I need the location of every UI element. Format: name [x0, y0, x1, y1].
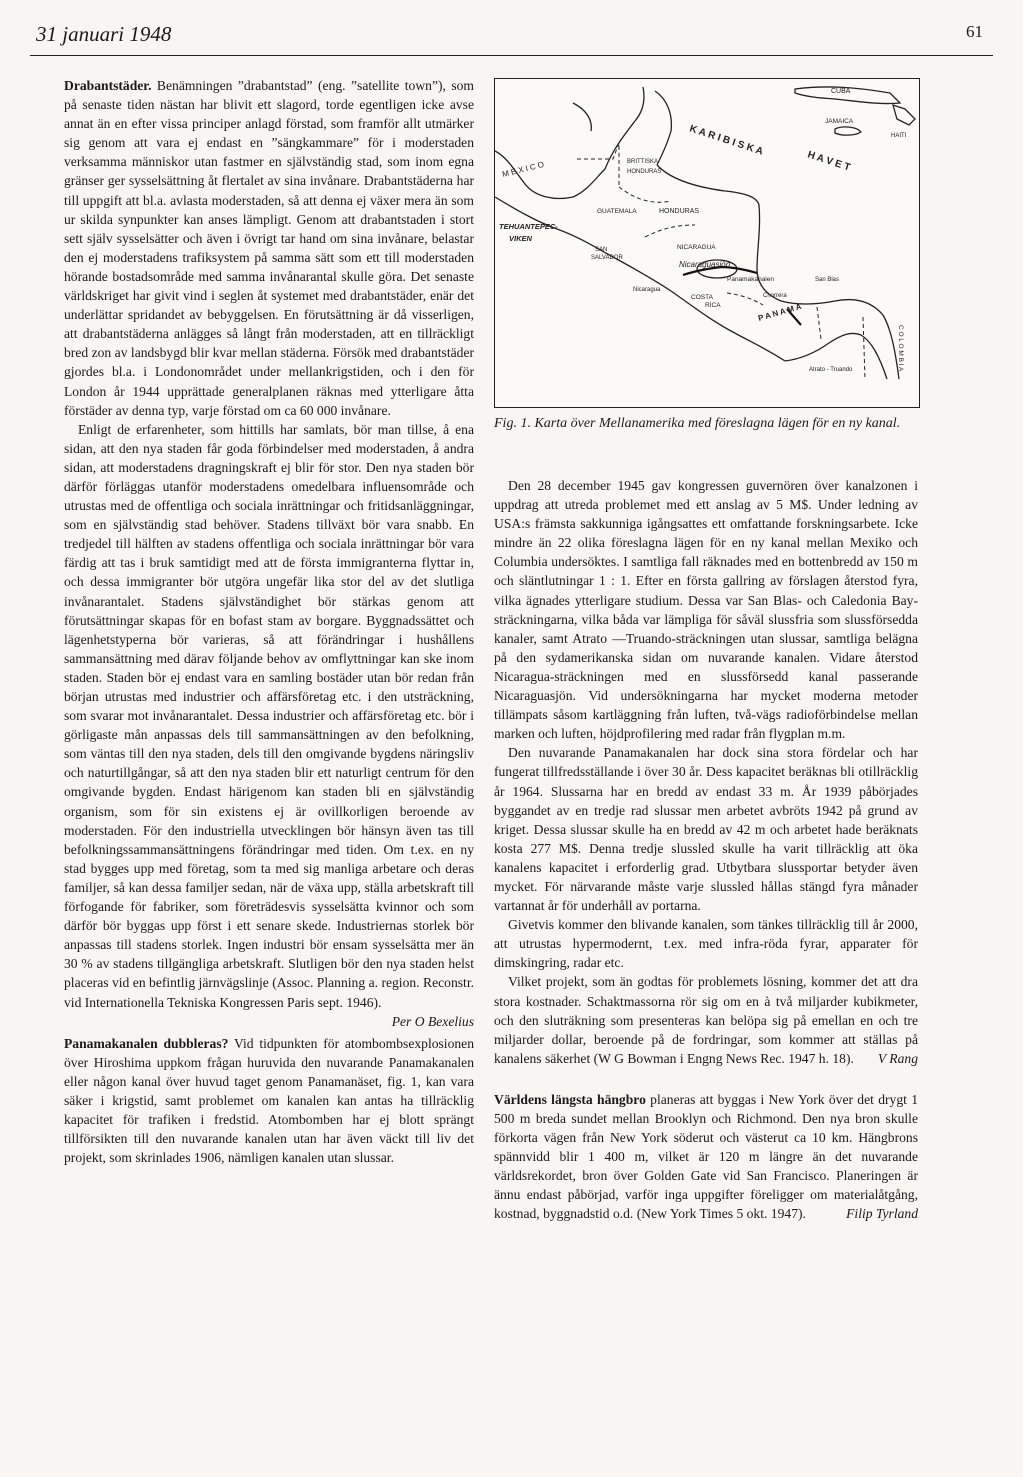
- label-nicaragua: NICARAGUA: [677, 244, 716, 251]
- signature-bexelius: Per O Bexelius: [391, 1013, 474, 1029]
- label-colombia: C O L O M B I A: [897, 325, 904, 372]
- haiti-outline: [893, 105, 915, 125]
- paragraph-text: Den 28 december 1945 gav kongressen guvernören över kanalzonen i uppdrag att utreda problemet med ett anslag av 5 M$. Under ledning av USA:s främsta sakkunniga igångsattes ett omfattande forskningsarbete. Icke mindre än 22 olika föreslagna lägen för en ny kanal mellan Mexiko och Columbia undersöktes. I samtliga fall räknades med en bottenbredd av 150 m och släntlutningar 1 : 1. Efter en första gallring av förslagen återstod fyra, vilka ägnades ytterligare studium. Dessa var San Blas- och Caledonia Bay-sträckningarna, vilka båda var lämpliga för såväl slussfria som slussförsedda kanaler, samt Atrato —Truando-sträckningen utan slussar, samtliga belägna på den sydamerikanska sidan om nuvarande kanalen. Vidare återstod Nicaragua-sträckningen med en slussförsedd kanal passerande Nicaraguasjön. Vid undersökningarna har mycket moderna metoder tillämpats såsom kartläggning från luften, två-vägs radioförbindelse mellan marken och luften, höjdprofilering med radar från flygplan m.m.: [494, 478, 918, 742]
- label-panama: P A N A M A: [757, 301, 803, 323]
- article-panama-p2: [494, 476, 918, 743]
- label-salvador: SALVADOR: [591, 255, 623, 261]
- paragraph-text: Vid tidpunkten för atombombsexplosionen över Hiroshima uppkom frågan huruvida den nuvarande Panamakanalen eller någon kanal över huvud taget genom Panamanäset, fig. 1, kan vara säker i krigstid, samt problemet om kanalen kan antas ha tillräcklig kapacitet för trafiken i fredstid. Atombomben har ej blott sprängt tillförsikten till den nuvarande kanalen utan har även väckt till liv det projekt, som skrinlades 1906, nämligen kanalen utan slussar.: [64, 1035, 475, 1166]
- mexico-gulf-coast: [495, 87, 644, 198]
- article-panama-heading: Panamakanalen dubbleras?: [64, 1035, 229, 1051]
- atrato-route: [863, 317, 865, 379]
- label-honduras-british: HONDURAS: [627, 169, 662, 175]
- article-panama-p4: [494, 915, 918, 972]
- sanblas-route: [817, 307, 821, 339]
- article-panama-p3: [494, 743, 918, 915]
- article-drabantstader-heading: Drabantstäder.: [64, 78, 152, 93]
- article-hangbro-p1: [494, 1090, 918, 1224]
- label-tehuantepec: TEHUANTEPEC-: [499, 222, 558, 231]
- right-column: [494, 476, 918, 1224]
- label-nicaragua-route: Nicaragua: [633, 287, 661, 293]
- label-san: SAN: [595, 247, 608, 253]
- paragraph-text: Givetvis kommer den blivande kanalen, som tänkes tillräcklig till år 2000, att utrustas hypermodernt, t.ex. med infra-röda fyrar, apparater för dimskingring, radar etc.: [494, 917, 918, 971]
- article-panama-p5: [494, 972, 918, 1067]
- page-number: 61: [966, 22, 983, 41]
- guatemala-honduras-border: [619, 187, 671, 202]
- jamaica-outline: [835, 127, 861, 135]
- paragraph-text: planeras att byggas i New York över det drygt 1 500 m breda sundet mellan Brooklyn och Richmond. Den nya bron skulle förkorta vägen från New York söderut och västerut ca 10 km. Hängbrons spännvidd blir 1 400 m, vilket är 120 m längre än det nuvarande världsrekordet, bron över Golden Gate vid San Francisco. Planeringen är ännu endast påbörjad, varför inga uppgifter föreligger om materialåtgång, kostnad, byggnadstid o.d. (New York Times 5 okt. 1947).: [494, 1091, 918, 1222]
- central-america-map: [495, 79, 919, 407]
- figure-caption: Fig. 1. Karta över Mellanamerika med föreslagna lägen för en ny kanal.: [494, 416, 901, 431]
- mexico-guatemala-border: [577, 143, 619, 187]
- label-chorrera: Chorrera: [763, 293, 787, 299]
- nicaragua-costarica-border: [727, 293, 763, 305]
- label-panamakanalen: Panamakanalen: [727, 276, 774, 283]
- label-san-blas: San Blas: [815, 277, 840, 283]
- paragraph-text: Den nuvarande Panamakanalen har dock sina stora fördelar och har fungerat tillfredsställande i över 30 år. Dess kapacitet beräknas bli otillräcklig år 1964. Slussarna har en bredd av endast 33 m. År 1939 påbörjades byggandet av en tredje rad slussar men arbetet avbröts 1942 på grund av kriget. Dessa slussar skulle ha en bredd av 42 m och arbetet hade beräknats kosta 277 M$. Denna tredje slussled skulle ha varit tillräcklig att öka kanalens kapacitet i erforderlig grad. Utbytbara slussportar betyder även mycket. För närvarande måste varje slussled hållas stängd fyra månader vartannat år för underhåll av portarna.: [494, 745, 918, 914]
- label-mexico: M E X I C O: [501, 159, 545, 179]
- label-havet: H A V E T: [806, 149, 852, 174]
- yucatan-east-coast: [655, 91, 671, 165]
- label-viken: VIKEN: [509, 234, 532, 243]
- signature-tyrland: Filip Tyrland: [846, 1206, 918, 1222]
- header-rule: [30, 55, 993, 56]
- left-column: [64, 76, 474, 1167]
- article-panama-p1: [64, 1034, 474, 1168]
- article-drabantstader-p2: [64, 420, 474, 1029]
- signature-rang: V Rang: [877, 1050, 918, 1066]
- map-figure: [494, 78, 920, 408]
- label-atrato-truando: Atrato - Truando: [809, 367, 853, 373]
- honduras-nicaragua-border: [645, 225, 695, 237]
- article-drabantstader-p1: [64, 76, 474, 420]
- paragraph-text: Enligt de erfarenheter, som hittills har samlats, bör man tillse, å ena sidan, att den nya staden får goda förbindelser med moderstaden, å andra sidan, att moderstadens dragningskraft ej blir för stor. Den nya staden bör därför förläggas utanför moderstadens omedelbara influensområde och utrustas med de offentliga och sociala inrättningar och fritidsanläggningar, som en självständig stad behöver. Stadens tillväxt bör vara snabb. En tredjedel till hälften av stadens offentliga och sociala inrättningar bör vara färdig att tas i bruk samtidigt med att de första immigranterna flyttar in, och dessa immigranter bör utgöra ungefär lika stor del av det slutliga invånarantalet. Stadens självständighet bör stärkas genom att förutsättningar skapas för en bofast stam av borgare. Byggnadssättet och lägenhetstyperna bör varieras, så att förändringar i hushållens sammansättning med därav följande behov av omflyttningar kan ske inom staden. Staden bör ej endast vara en samling bostäder utan bör redan från början utrustas med industrier och affärsföretag etc. i den utsträckning, som svarar mot invånarantalet. Dessa industrier och affärsföretag etc. bör i görligaste mån anpassas dels till sammansättningen av den befolkning, som väntas till den nya staden, dels till den omgivande bygdens näringsliv och naturtillgångar, så att den nya staden blir ett naturligt centrum för den omgivande bygden. Endast härigenom kan staden bli en självständig organism, som för sin existens ej är ovillkorligen beroende av moderstaden. För den industriella utvecklingen bör hänsyn även tas till befolkningssammansättningens förändringar med tiden. Om t.ex. en ny stad bygges upp med företag, som ta med sig manliga arbetare och deras familjer, så kan dessa familjer sedan, när de växa upp, ställa arbetskraft till förfogande för fabriker, som företrädesvis sysselsätta kvinnor och som därför bör byggas upp först i ett senare skede. Industriernas storlek bör anpassas till stadens storlek. Ingen industri bör ensam sysselsätta mer än 30 % av stadens tillgängliga arbetskraft. Slutligen bör den nya staden helst placeras vid en befintlig järnvägslinje (Assoc. Planning a. region. Reconstr. vid Internationella Tekniska Kongressen Paris sept. 1946).: [64, 421, 474, 1010]
- label-haiti: HAITI: [891, 133, 907, 139]
- label-honduras: HONDURAS: [659, 208, 700, 215]
- label-jamaica: JAMAICA: [825, 118, 854, 125]
- label-costa: COSTA: [691, 294, 713, 301]
- label-guatemala: GUATEMALA: [597, 208, 637, 215]
- label-brittiska: BRITTISKA: [627, 159, 659, 165]
- article-hangbro-heading: Världens längsta hängbro: [494, 1091, 646, 1107]
- paragraph-text: Benämningen ”drabantstad” (eng. ”satellite town”), som på senaste tiden nästan har blivit ett slagord, torde egentligen icke avse annat än en efter vissa principer anlagd förstad, som framför allt utmärker sig genom att vara ej endast en ”sängkammare” för i moderstaden verksamma människor utan fastmer en självständig stad, som inom egna gränser ger sysselsättning åt flertalet av sina invånare. Drabantstäderna har till uppgift att bl.a. avlasta moderstaden, så att denna ej växer mera än som ur skilda synpunkter kan anses lämpligt. Genom att drabantstaden i stort sett själv sysselsätter och även i övrigt tar hand om sina invånare, belastar den ej moderstadens trafiksystem på samma sätt som ett till moderstaden hörande bostadsområde med samma invånarantal skulle göra. Det senaste världskriget har givit vind i seglen åt systemet med drabantstäder, enär det underlättar spridandet av bebyggelsen. En förutsättning är då visserligen, att drabantstäderna anlägges så långt från moderstaden, att en tillräckligt bred zon av landsbygd blir kvar mellan städerna. Försök med drabantstäder gjordes bl.a. i Londonområdet under mellankrigstiden, och i den för London år 1944 upprättade generalplanen räknas med ytterligare åtta förstäder av denna typ, varje förstad om ca 60 000 invånare.: [64, 78, 474, 418]
- label-nicaraguasjon: Nicaraguasjön: [679, 260, 731, 269]
- label-rica: RICA: [705, 302, 721, 309]
- label-cuba: CUBA: [831, 88, 851, 95]
- campeche-coast: [573, 103, 591, 131]
- paragraph-text: Vilket projekt, som än godtas för problemets lösning, kommer det att dra stora kostnader. Schaktmassorna rör sig om en à två miljarder kubikmeter, och den sluträkning som presenteras kan belöpa sig på emellan en och tre miljarder dollar, beroende på de fordringar, som kommer att ställas på kanalens säkerhet (W G Bowman i Engng News Rec. 1947 h. 18).: [494, 974, 918, 1066]
- issue-date: 31 januari 1948: [36, 22, 172, 46]
- label-karibiska: K A R I B I S K A: [688, 123, 765, 158]
